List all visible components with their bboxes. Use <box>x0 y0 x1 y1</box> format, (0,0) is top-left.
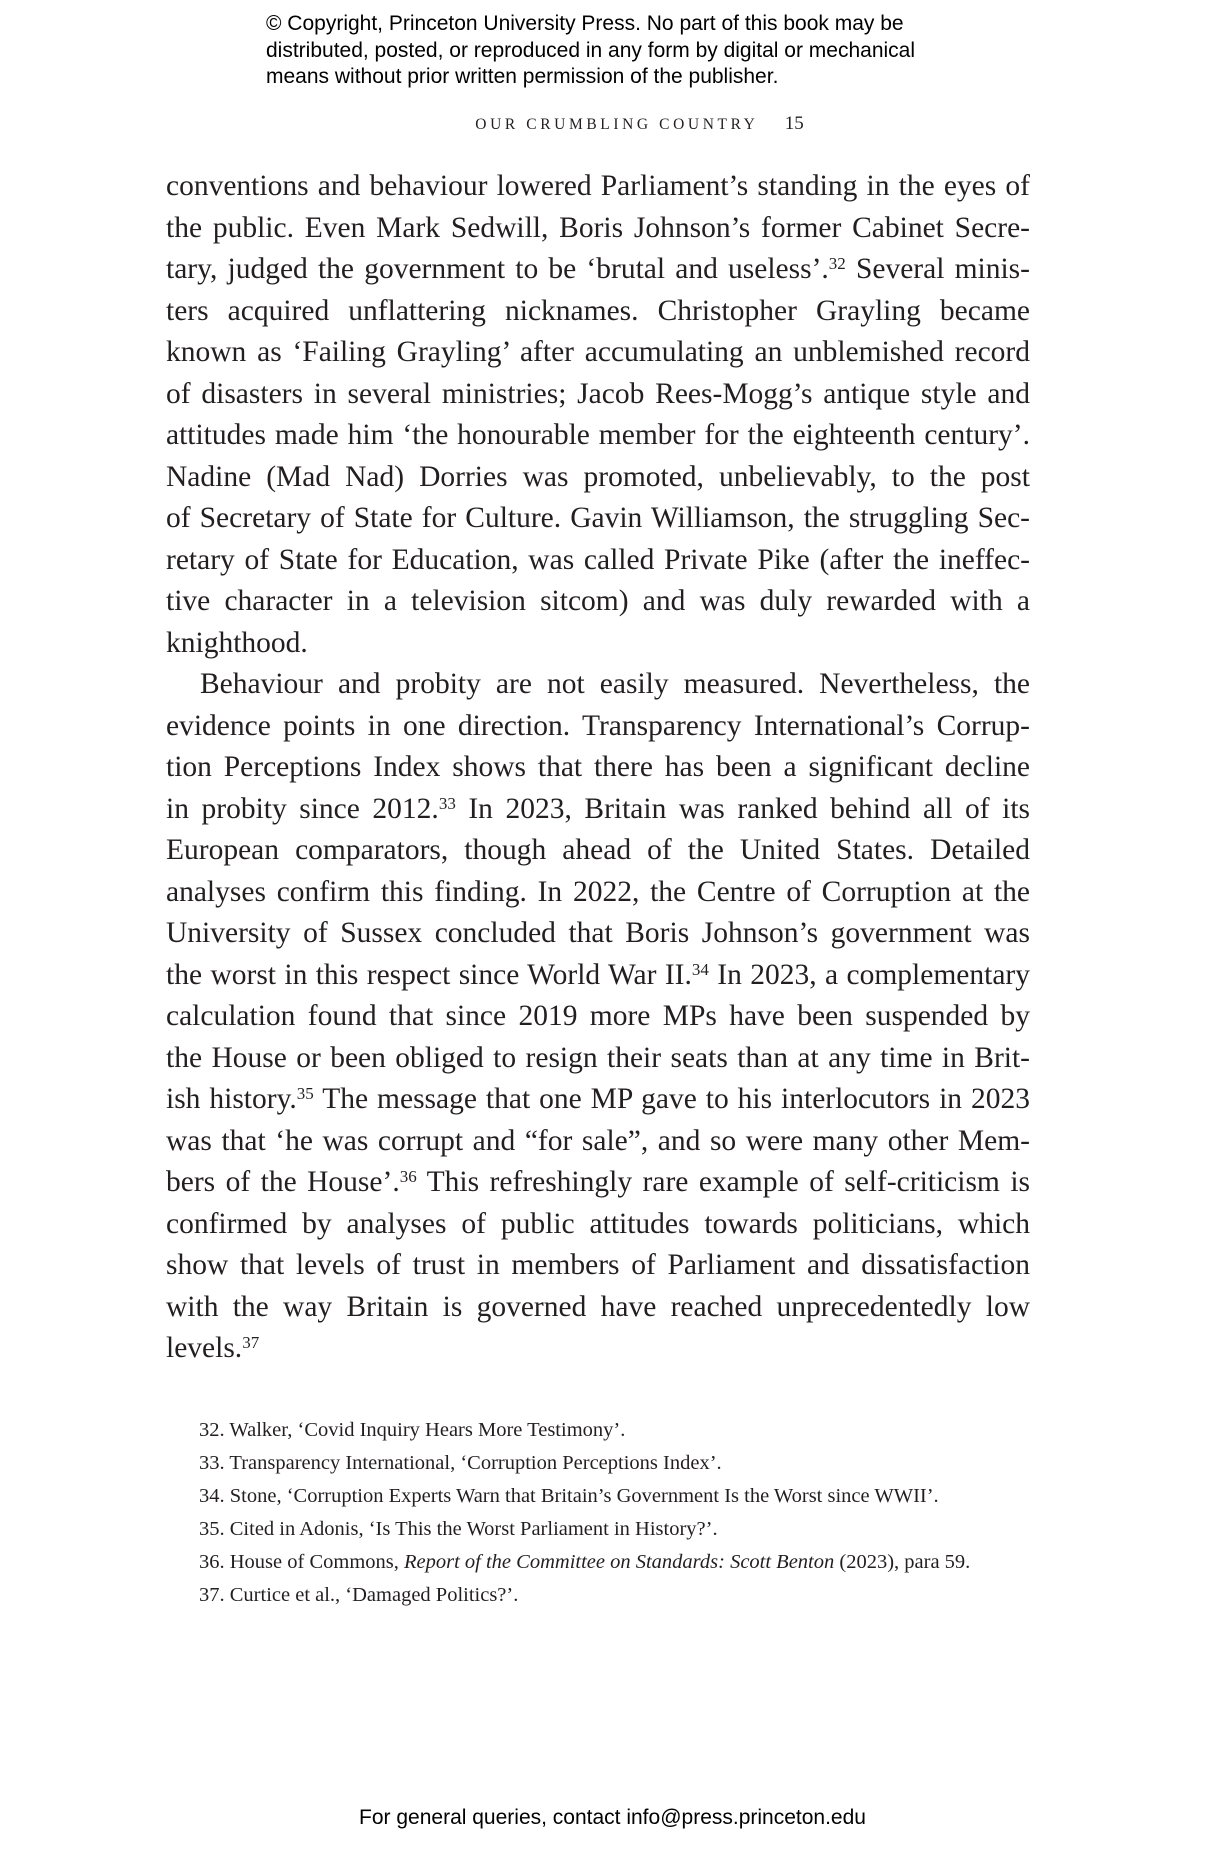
text-line: the House or been obliged to resign their seats than at any time in Brit- <box>166 1041 1030 1074</box>
footnote: 32. Walker, ‘Covid Inquiry Hears More Testimony’. <box>199 1419 626 1441</box>
text-line: was that ‘he was corrupt and “for sale”, and so were many other Mem- <box>166 1124 1030 1157</box>
text-line: European comparators, though ahead of the United States. Detailed <box>166 834 1030 866</box>
paragraph <box>166 166 1030 664</box>
text-line: the worst in this respect since World War II.$^{34}$ In 2023, a complementary <box>166 958 1030 991</box>
footnote: 34. Stone, ‘Corruption Experts Warn that Britain’s Government Is the Worst since WWII’. <box>199 1485 939 1507</box>
text-line: in probity since 2012.33 In 2023, Britain was ranked behind all of its <box>166 792 1030 825</box>
running-head <box>0 113 1225 135</box>
text-line: with the way Britain is governed have reached unprecedentedly low <box>166 1290 1030 1323</box>
footnote-reference[interactable]: 33 <box>438 793 456 813</box>
footnote: 33. Transparency International, ‘Corruption Perceptions Index’. <box>199 1452 722 1474</box>
footnote-reference[interactable]: 34 <box>691 959 709 979</box>
copyright-line: means without prior written permission of the publisher. <box>266 65 779 88</box>
text-line: evidence points in one direction. Transparency International’s Corrup- <box>166 709 1030 742</box>
text-line: Behaviour and probity are not easily measured. Nevertheless, the <box>200 668 1030 700</box>
footnote: 35. Cited in Adonis, ‘Is This the Worst Parliament in History?’. <box>199 1518 718 1540</box>
text-line: tive character in a television sitcom) and was duly rewarded with a <box>166 585 1030 617</box>
text-line: show that levels of trust in members of Parliament and dissatisfaction <box>166 1249 1030 1281</box>
text-line: levels.$^{37}$ <box>166 1332 260 1364</box>
footnote-reference[interactable]: 35 <box>296 1084 314 1104</box>
paragraph <box>166 664 1030 1370</box>
footnote-number: 34. <box>199 1485 230 1507</box>
text-line: tion Perceptions Index shows that there has been a significant decline <box>166 751 1030 783</box>
contact-footer: For general queries, contact info@press.princeton.edu <box>359 1806 866 1829</box>
chapter-title: OUR CRUMBLING COUNTRY <box>475 116 759 133</box>
copyright-notice <box>266 11 986 91</box>
text-line: tary, judged the government to be ‘brutal and useless’.$^{32}$ Several minis- <box>166 253 1030 285</box>
footnote-reference[interactable]: 36 <box>399 1167 417 1187</box>
copyright-line: © Copyright, Princeton University Press. No part of this book may be <box>266 12 904 35</box>
text-line: conventions and behaviour lowered Parliament’s standing in the eyes of <box>166 170 1030 202</box>
text-line: attitudes made him ‘the honourable member for the eighteenth century’. <box>166 419 1030 451</box>
text-line: analyses confirm this finding. In 2022, the Centre of Corruption at the <box>166 875 1030 908</box>
body-text <box>166 166 1030 1370</box>
footnote: 36. House of Commons, Report of the Committee on Standards: Scott Benton (2023), para 59. <box>199 1551 971 1573</box>
footnote-reference[interactable]: 32 <box>828 254 846 274</box>
copyright-line: distributed, posted, or reproduced in any form by digital or mechanical <box>266 38 916 62</box>
footnotes <box>199 1414 1039 1612</box>
text-line: bers of the House’.$^{36}$ This refreshingly rare example of self-criticism is <box>166 1166 1031 1198</box>
text-line: calculation found that since 2019 more MPs have been suspended by <box>166 1000 1030 1032</box>
text-line: University of Sussex concluded that Boris Johnson’s government was <box>166 917 1030 949</box>
text-line: known as ‘Failing Grayling’ after accumulating an unblemished record <box>166 336 1030 368</box>
text-line: of disasters in several ministries; Jacob Rees-Mogg’s antique style and <box>166 377 1030 410</box>
footnote-number: 37. <box>199 1584 230 1606</box>
text-line: knighthood. <box>166 626 308 659</box>
text-line: ters acquired unflattering nicknames. Christopher Grayling became <box>166 294 1030 327</box>
footnote-number: 32. <box>199 1419 230 1441</box>
page-number: 15 <box>784 113 804 134</box>
text-line: the public. Even Mark Sedwill, Boris Johnson’s former Cabinet Secre- <box>166 211 1030 244</box>
text-line: Nadine (Mad Nad) Dorries was promoted, unbelievably, to the post <box>166 460 1030 493</box>
footnote: 37. Curtice et al., ‘Damaged Politics?’. <box>199 1584 519 1606</box>
footnote-number: 33. <box>199 1452 230 1474</box>
text-line: of Secretary of State for Culture. Gavin Williamson, the struggling Sec- <box>166 502 1030 534</box>
text-line: retary of State for Education, was called Private Pike (after the ineffec- <box>166 543 1030 576</box>
text-line: ish history.$^{35}$ The message that one MP gave to his interlocutors in 2023 <box>166 1083 1030 1115</box>
footnote-reference[interactable]: 37 <box>242 1333 260 1353</box>
footnote-number: 36. <box>199 1551 230 1573</box>
text-line: confirmed by analyses of public attitudes towards politicians, which <box>166 1207 1030 1240</box>
footnote-number: 35. <box>199 1518 230 1540</box>
